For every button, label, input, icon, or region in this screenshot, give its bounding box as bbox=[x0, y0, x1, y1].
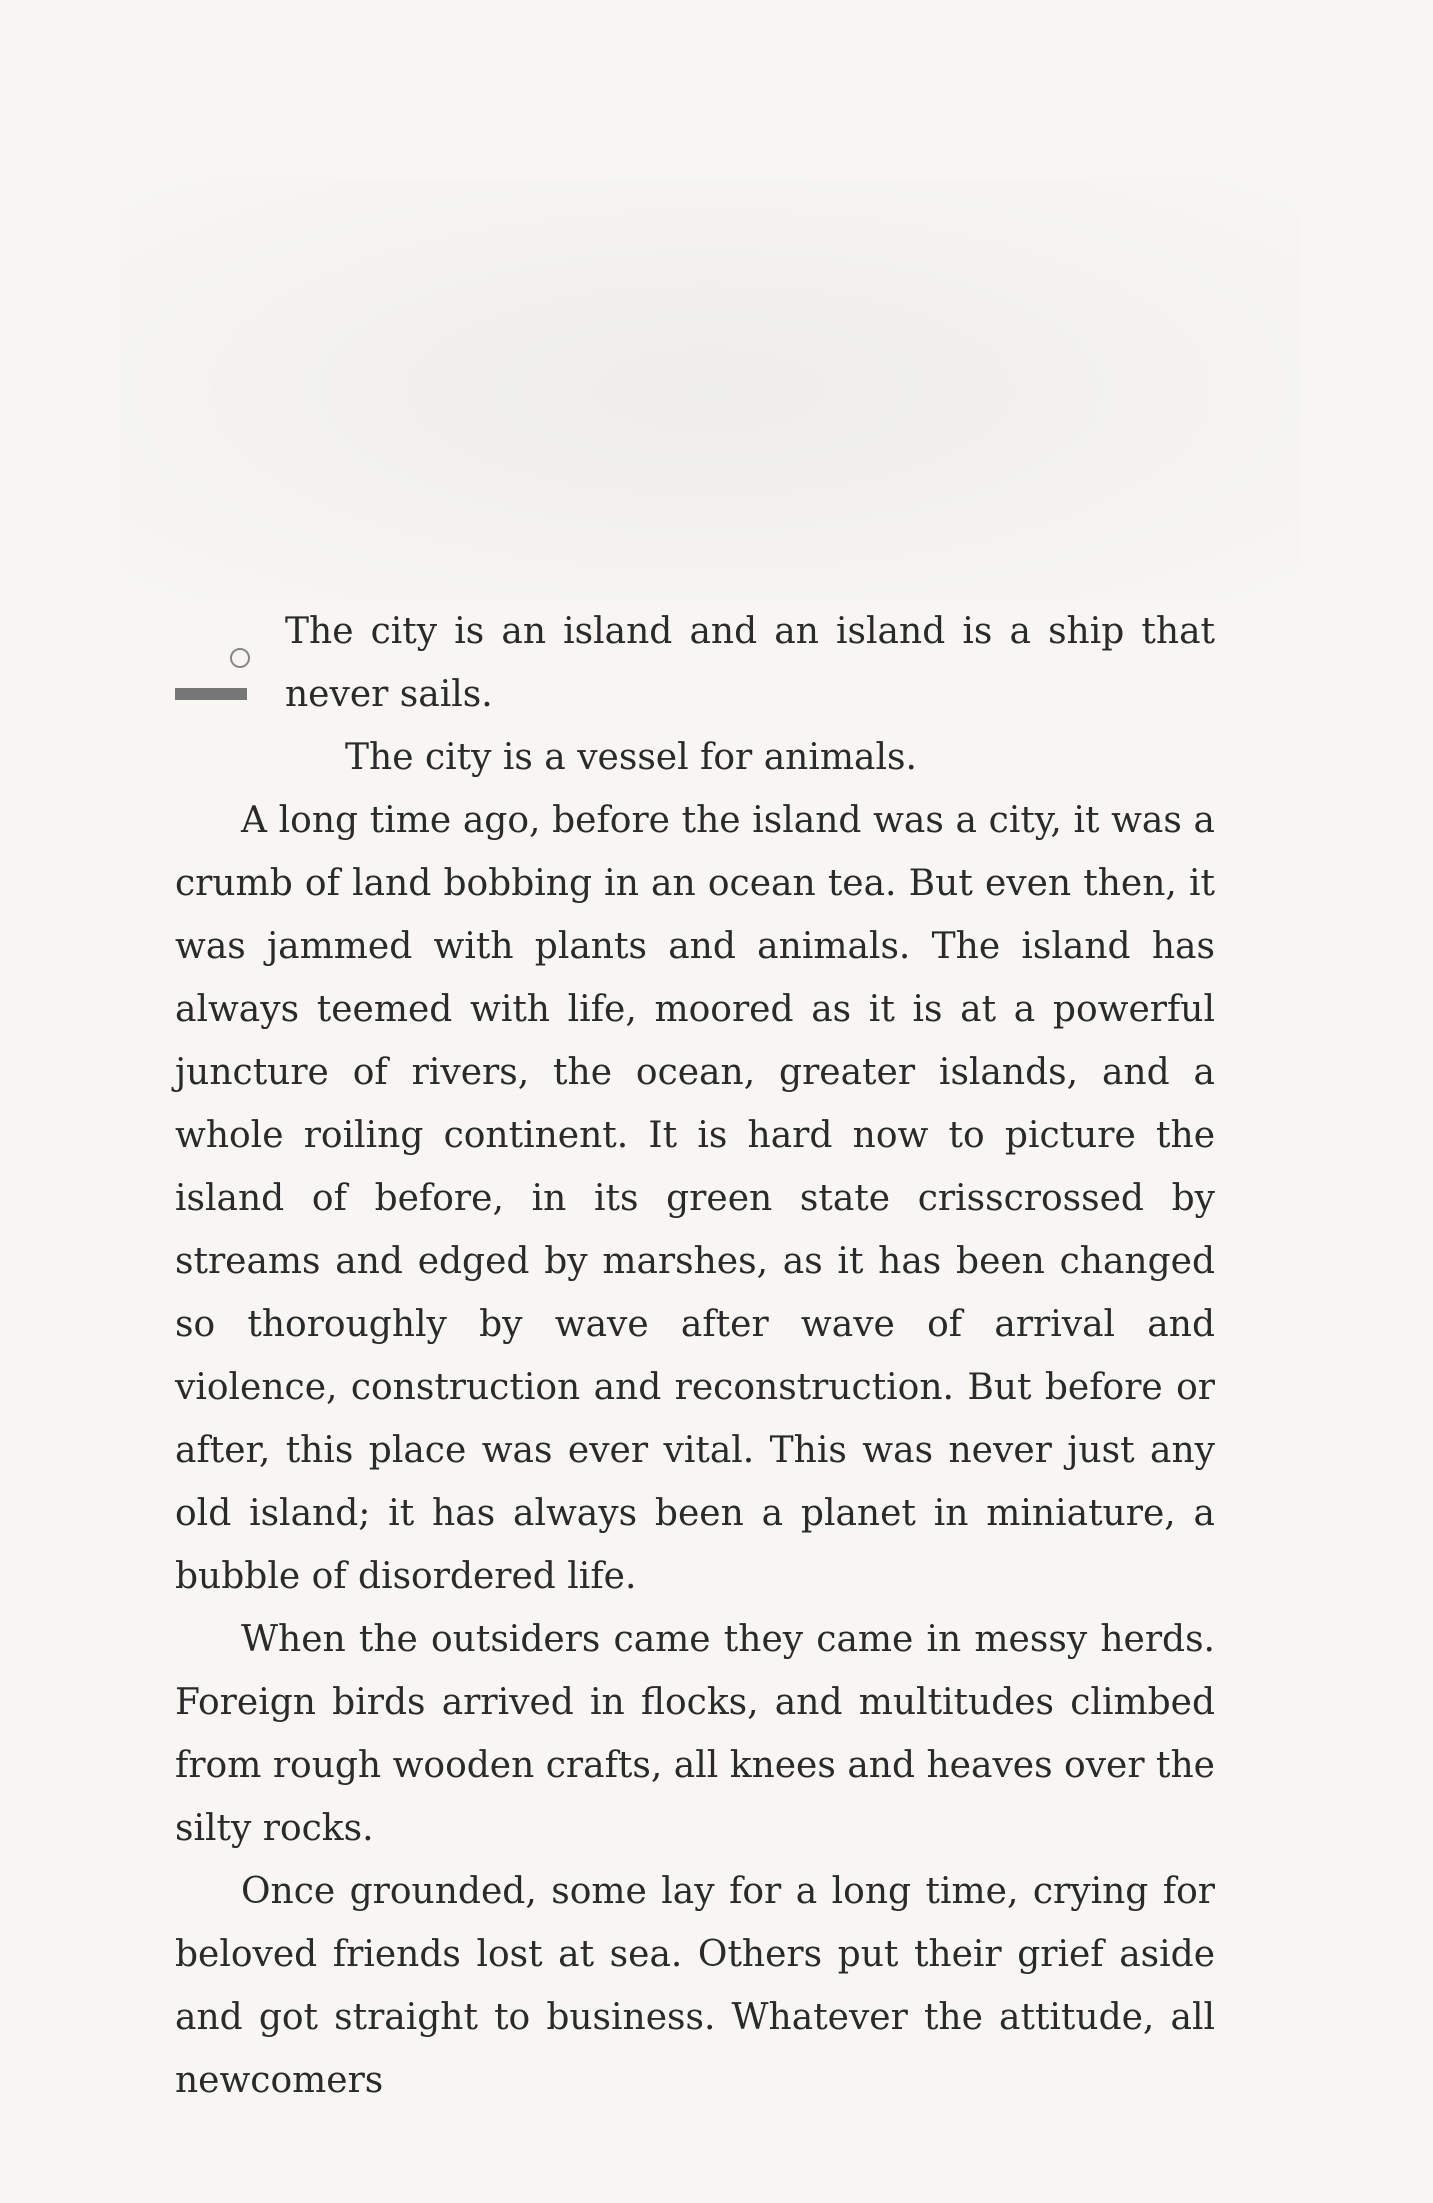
paragraph-3: A long time ago, before the island was a city, it was a crumb of land bobbing in an ocean tea. But even then, it was jammed with plants and animals. The island has always teemed with life, moored as it is at a powerful juncture of rivers, the ocean, greater islands, and a whole roiling continent. It is hard now to picture the island of before, in its green state crisscrossed by streams and edged by marshes, as it has been changed so thoroughly by wave after wave of arrival and violence, construction and reconstruction. But before or after, this place was ever vital. This was never just any old island; it has always been a planet in miniature, a bubble of disordered life. bbox=[175, 800, 1215, 1597]
paragraph-1: The city is an island and an island is a ship that never sails. bbox=[285, 611, 1215, 715]
paragraph-5: Once grounded, some lay for a long time, crying for beloved friends lost at sea. Others put their grief aside and got straight to business. Whatever the attitude, all newcomers bbox=[175, 1871, 1215, 2101]
paragraph-2: The city is a vessel for animals. bbox=[345, 737, 917, 778]
paragraph-4: When the outsiders came they came in messy herds. Foreign birds arrived in flocks, and multitudes climbed from rough wooden crafts, all knees and heaves over the silty rocks. bbox=[175, 1619, 1215, 1849]
body-text bbox=[175, 600, 1215, 2112]
scan-shadow bbox=[120, 180, 1300, 600]
